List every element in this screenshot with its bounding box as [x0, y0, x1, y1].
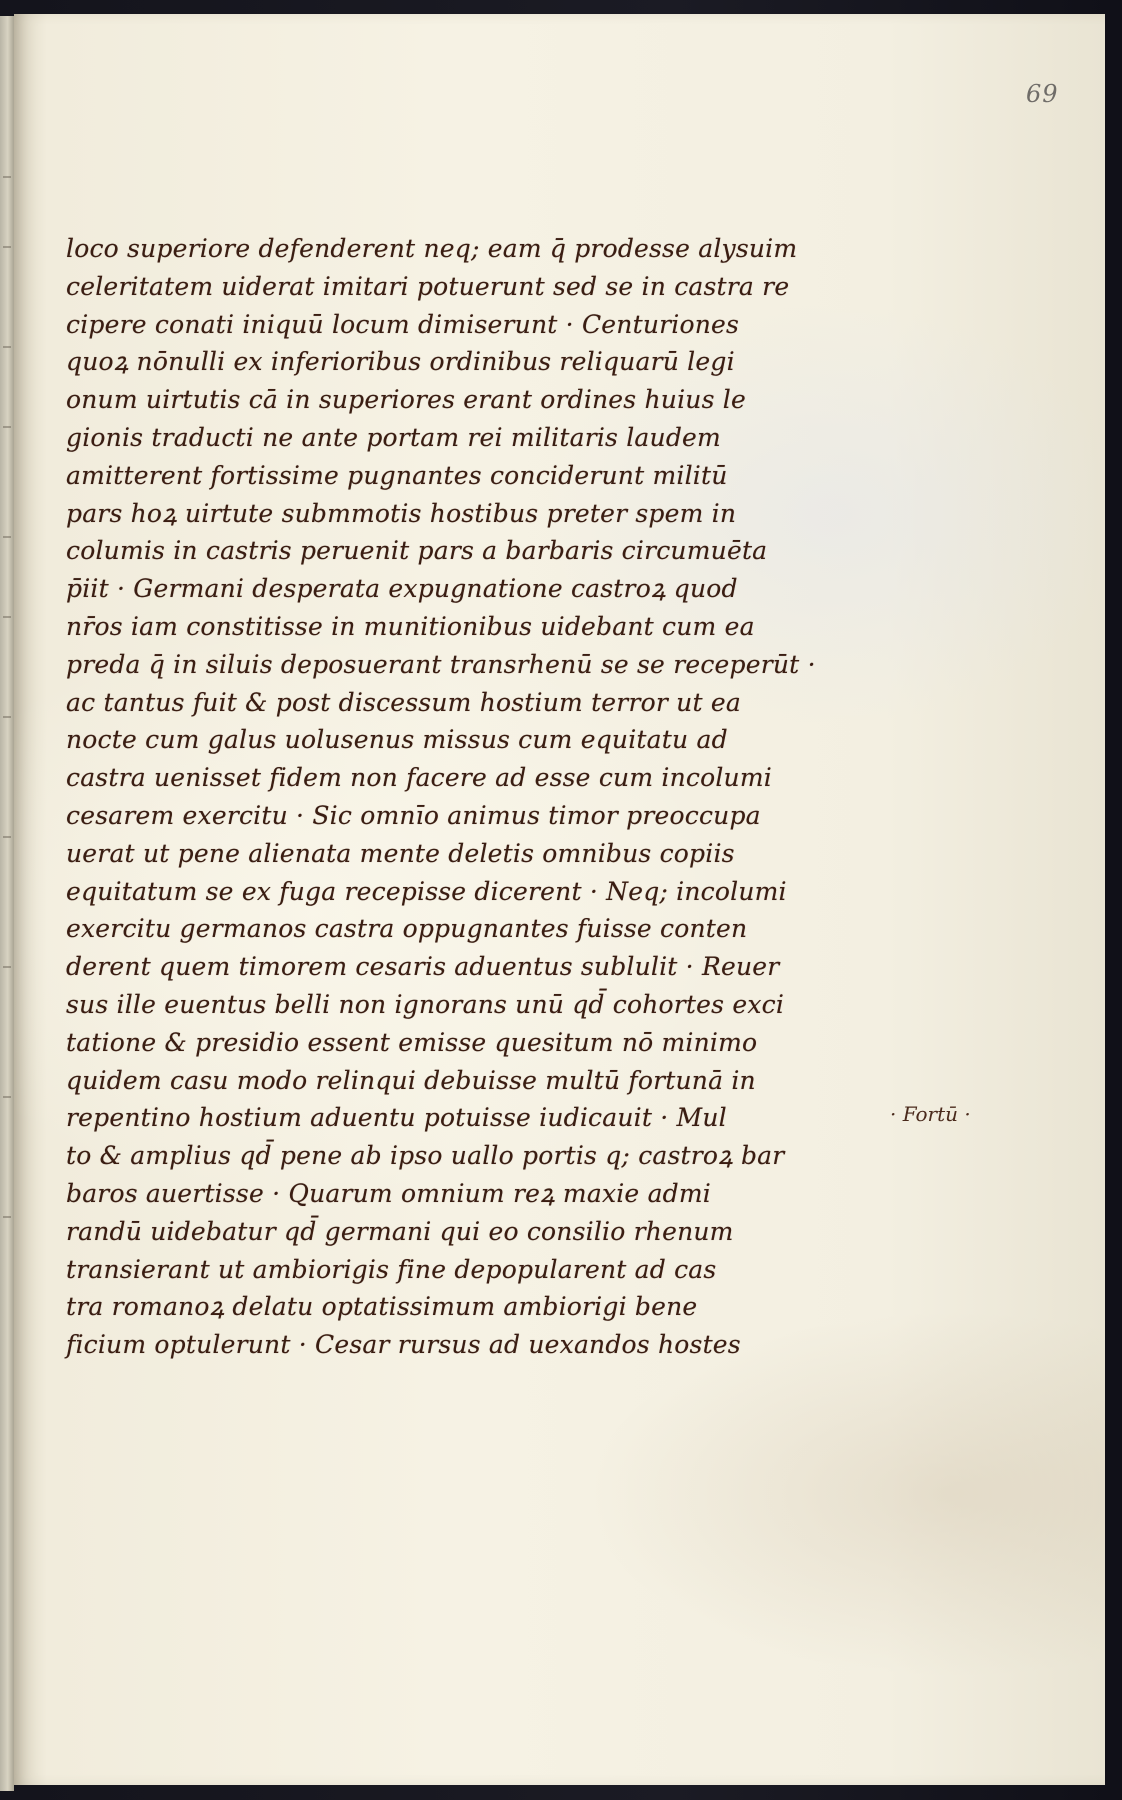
manuscript-line: loco superiore defenderent neq; eam q̄ prodesse alysuim	[66, 234, 798, 263]
manuscript-line: preda q̄ in siluis deposuerant transrhenū se se receperūt ·	[66, 649, 816, 679]
ink-bleed-mark	[3, 616, 11, 618]
manuscript-line: columis in castris peruenit pars a barbaris circumuēta	[66, 536, 768, 566]
manuscript-line: p̄iit · Germani desperata expugnatione castroꝝ quod	[66, 574, 738, 604]
manuscript-line: ac tantus fuit & post discessum hostium terror ut ea	[66, 687, 741, 717]
manuscript-line: exercitu germanos castra oppugnantes fuisse conten	[66, 914, 748, 944]
manuscript-line: nr̄os iam constitisse in munitionibus uidebant cum ea	[66, 611, 755, 641]
ink-bleed-mark	[3, 176, 11, 178]
manuscript-line: baros auertisse · Quarum omnium reꝝ maxie admi	[66, 1178, 711, 1208]
ink-bleed-mark	[3, 836, 11, 838]
ink-bleed-mark	[3, 966, 11, 968]
manuscript-line: cesarem exercitu · Sic omnīo animus timor preoccupa	[66, 800, 761, 830]
manuscript-line: pars hoꝝ uirtute submmotis hostibus preter spem in	[66, 498, 737, 528]
manuscript-line: onum uirtutis cā in superiores erant ordines huius le	[66, 385, 746, 415]
marginal-note: · Fortū ·	[890, 1102, 971, 1126]
manuscript-line: amitterent fortissime pugnantes conciderunt militū	[66, 460, 728, 490]
parchment-page	[14, 14, 1105, 1785]
manuscript-line: randū uidebatur qd̄ germani qui eo consilio rhenum	[66, 1216, 734, 1246]
main-text-block	[66, 230, 826, 1364]
manuscript-line: equitatum se ex fuga recepisse dicerent · Neq; incolumi	[66, 876, 787, 906]
ink-bleed-mark	[3, 246, 11, 248]
folio-number: 69	[1026, 80, 1059, 108]
manuscript-line: castra uenisset fidem non facere ad esse cum incolumi	[66, 763, 772, 793]
manuscript-line: tatione & presidio essent emisse quesitum nō minimo	[66, 1027, 758, 1057]
manuscript-line: quidem casu modo relinqui debuisse multū fortunā in	[66, 1065, 756, 1095]
manuscript-line: tra romanoꝝ delatu optatissimum ambiorigi bene	[66, 1292, 698, 1322]
manuscript-line: uerat ut pene alienata mente deletis omnibus copiis	[66, 838, 735, 868]
manuscript-line: cipere conati iniquū locum dimiserunt · Centuriones	[66, 309, 740, 339]
manuscript-line: quoꝝ nōnulli ex inferioribus ordinibus reliquarū legi	[66, 347, 735, 377]
manuscript-line: transierant ut ambiorigis fine depopularent ad cas	[66, 1254, 717, 1284]
manuscript-line: ficium optulerunt · Cesar rursus ad uexandos hostes	[66, 1330, 741, 1360]
ink-bleed-mark	[3, 536, 11, 538]
ink-bleed-mark	[3, 426, 11, 428]
manuscript-line: repentino hostium aduentu potuisse iudicauit · Mul	[66, 1103, 727, 1133]
ink-bleed-mark	[3, 1096, 11, 1098]
ink-bleed-mark	[3, 1216, 11, 1218]
ink-bleed-mark	[3, 346, 11, 348]
manuscript-line: derent quem timorem cesaris aduentus sublulit · Reuer	[66, 952, 780, 982]
manuscript-line: celeritatem uiderat imitari potuerunt sed se in castra re	[66, 271, 790, 301]
manuscript-line: nocte cum galus uolusenus missus cum equitatu ad	[66, 725, 728, 755]
ink-bleed-mark	[3, 716, 11, 718]
manuscript-line: gionis traducti ne ante portam rei militaris laudem	[66, 422, 721, 452]
manuscript-line: to & amplius qd̄ pene ab ipso uallo portis q; castroꝝ bar	[66, 1141, 785, 1171]
manuscript-line: sus ille euentus belli non ignorans unū qd̄ cohortes exci	[66, 989, 785, 1019]
previous-leaf-edge	[0, 16, 14, 1791]
